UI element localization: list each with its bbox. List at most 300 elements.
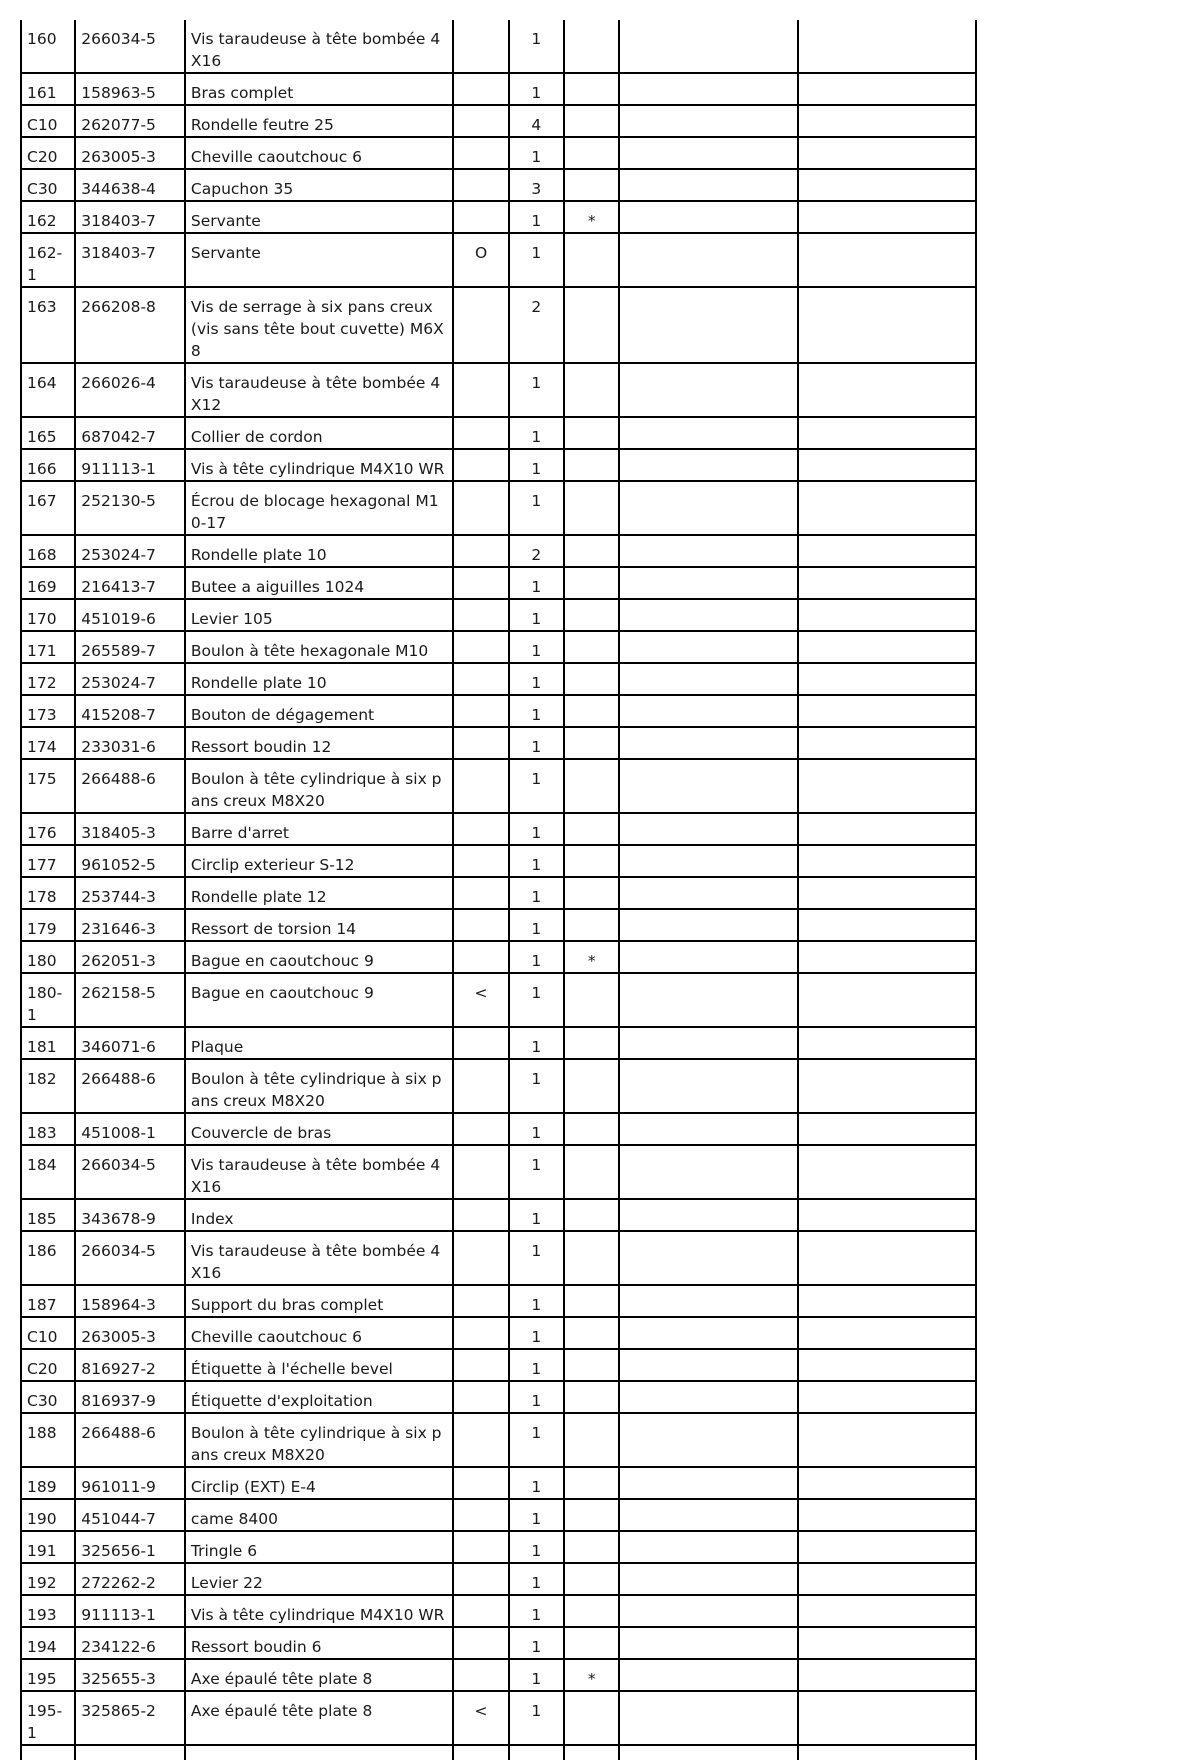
table-row <box>21 1317 976 1349</box>
table-row <box>21 759 976 813</box>
description-cell: Boulon à tête cylindrique à six pans creux M8X20 <box>185 1059 453 1113</box>
quantity-cell: 1 <box>509 1231 564 1285</box>
item-number-cell: 184 <box>21 1145 75 1199</box>
part-number-cell: 266208-8 <box>75 287 185 363</box>
mark-cell <box>453 1413 508 1467</box>
empty-cell <box>798 1381 976 1413</box>
empty-cell <box>619 599 797 631</box>
empty-cell <box>798 1349 976 1381</box>
mark-cell <box>453 1531 508 1563</box>
part-number-cell: 266488-6 <box>75 1413 185 1467</box>
empty-cell <box>619 1349 797 1381</box>
mark-cell <box>453 105 508 137</box>
quantity-cell: 1 <box>509 909 564 941</box>
item-number-cell: 190 <box>21 1499 75 1531</box>
part-number-cell: 344638-4 <box>75 169 185 201</box>
table-row <box>21 941 976 973</box>
item-number-cell: 164 <box>21 363 75 417</box>
mark-cell <box>453 1659 508 1691</box>
description-cell: Cheville caoutchouc 6 <box>185 1317 453 1349</box>
empty-cell <box>75 1745 185 1760</box>
table-row <box>21 1059 976 1113</box>
empty-cell <box>185 1745 453 1760</box>
mark-cell <box>453 73 508 105</box>
table-row <box>21 449 976 481</box>
item-number-cell: 162-1 <box>21 233 75 287</box>
description-cell: Couvercle de bras <box>185 1113 453 1145</box>
item-number-cell: 189 <box>21 1467 75 1499</box>
empty-cell <box>619 535 797 567</box>
table-row <box>21 20 976 73</box>
item-number-cell: 195-1 <box>21 1691 75 1745</box>
empty-cell <box>619 481 797 535</box>
item-number-cell: 166 <box>21 449 75 481</box>
part-number-cell: 911113-1 <box>75 1595 185 1627</box>
empty-cell <box>798 973 976 1027</box>
description-cell: Vis taraudeuse à tête bombée 4X16 <box>185 20 453 73</box>
empty-cell <box>619 759 797 813</box>
parts-table-body <box>21 20 976 1760</box>
description-cell: Plaque <box>185 1027 453 1059</box>
empty-cell <box>798 201 976 233</box>
item-number-cell: 195 <box>21 1659 75 1691</box>
quantity-cell: 1 <box>509 1113 564 1145</box>
quantity-cell: 1 <box>509 663 564 695</box>
note-cell <box>564 287 619 363</box>
description-cell: Levier 105 <box>185 599 453 631</box>
part-number-cell: 318403-7 <box>75 201 185 233</box>
item-number-cell: 172 <box>21 663 75 695</box>
table-row <box>21 287 976 363</box>
empty-cell <box>21 1745 75 1760</box>
empty-cell <box>619 417 797 449</box>
description-cell: Ressort de torsion 14 <box>185 909 453 941</box>
mark-cell <box>453 481 508 535</box>
table-row <box>21 695 976 727</box>
part-number-cell: 961052-5 <box>75 845 185 877</box>
note-cell <box>564 535 619 567</box>
empty-cell <box>619 105 797 137</box>
description-cell: Boulon à tête hexagonale M10 <box>185 631 453 663</box>
empty-cell <box>619 1745 797 1760</box>
quantity-cell: 1 <box>509 813 564 845</box>
mark-cell: < <box>453 973 508 1027</box>
description-cell: Levier 22 <box>185 1563 453 1595</box>
empty-cell <box>798 1027 976 1059</box>
part-number-cell: 263005-3 <box>75 1317 185 1349</box>
empty-cell <box>798 567 976 599</box>
empty-cell <box>619 941 797 973</box>
table-row <box>21 1113 976 1145</box>
note-cell <box>564 973 619 1027</box>
empty-cell <box>798 481 976 535</box>
quantity-cell: 1 <box>509 233 564 287</box>
note-cell <box>564 727 619 759</box>
quantity-cell: 1 <box>509 941 564 973</box>
table-row <box>21 201 976 233</box>
note-cell <box>564 105 619 137</box>
empty-cell <box>798 1563 976 1595</box>
mark-cell <box>453 1027 508 1059</box>
table-row <box>21 1659 976 1691</box>
quantity-cell: 1 <box>509 1659 564 1691</box>
note-cell <box>564 1199 619 1231</box>
description-cell: Boulon à tête cylindrique à six pans creux M8X20 <box>185 1413 453 1467</box>
empty-cell <box>798 449 976 481</box>
description-cell: Vis de serrage à six pans creux (vis sans tête bout cuvette) M6X8 <box>185 287 453 363</box>
note-cell <box>564 20 619 73</box>
item-number-cell: 191 <box>21 1531 75 1563</box>
table-row <box>21 417 976 449</box>
quantity-cell: 1 <box>509 1691 564 1745</box>
table-row <box>21 1285 976 1317</box>
empty-cell <box>619 1659 797 1691</box>
item-number-cell: 167 <box>21 481 75 535</box>
empty-cell <box>619 1413 797 1467</box>
note-cell <box>564 1145 619 1199</box>
empty-cell <box>798 105 976 137</box>
note-cell <box>564 1113 619 1145</box>
empty-cell <box>798 169 976 201</box>
part-number-cell: 266034-5 <box>75 1145 185 1199</box>
empty-cell <box>619 695 797 727</box>
empty-cell <box>798 73 976 105</box>
item-number-cell: 163 <box>21 287 75 363</box>
quantity-cell: 1 <box>509 201 564 233</box>
empty-cell <box>564 1745 619 1760</box>
mark-cell <box>453 287 508 363</box>
table-row <box>21 481 976 535</box>
note-cell <box>564 137 619 169</box>
empty-cell <box>798 877 976 909</box>
table-row-continuation <box>21 1745 976 1760</box>
note-cell <box>564 1413 619 1467</box>
item-number-cell: 187 <box>21 1285 75 1317</box>
mark-cell <box>453 631 508 663</box>
table-row <box>21 1627 976 1659</box>
description-cell: Vis à tête cylindrique M4X10 WR <box>185 449 453 481</box>
empty-cell <box>798 1285 976 1317</box>
item-number-cell: 162 <box>21 201 75 233</box>
item-number-cell: C10 <box>21 105 75 137</box>
quantity-cell: 1 <box>509 631 564 663</box>
quantity-cell: 1 <box>509 1467 564 1499</box>
empty-cell <box>619 631 797 663</box>
item-number-cell: C30 <box>21 1381 75 1413</box>
note-cell <box>564 1691 619 1745</box>
quantity-cell: 1 <box>509 1381 564 1413</box>
empty-cell <box>798 695 976 727</box>
empty-cell <box>798 663 976 695</box>
quantity-cell: 1 <box>509 1349 564 1381</box>
empty-cell <box>619 1595 797 1627</box>
empty-cell <box>798 1627 976 1659</box>
item-number-cell: 181 <box>21 1027 75 1059</box>
item-number-cell: 170 <box>21 599 75 631</box>
mark-cell <box>453 727 508 759</box>
empty-cell <box>619 1145 797 1199</box>
item-number-cell: 165 <box>21 417 75 449</box>
table-row <box>21 233 976 287</box>
empty-cell <box>619 1381 797 1413</box>
empty-cell <box>798 845 976 877</box>
mark-cell <box>453 695 508 727</box>
description-cell: Bague en caoutchouc 9 <box>185 973 453 1027</box>
description-cell: Vis taraudeuse à tête bombée 4X16 <box>185 1231 453 1285</box>
empty-cell <box>798 599 976 631</box>
mark-cell <box>453 137 508 169</box>
mark-cell <box>453 909 508 941</box>
empty-cell <box>619 287 797 363</box>
quantity-cell: 1 <box>509 1627 564 1659</box>
mark-cell <box>453 449 508 481</box>
empty-cell <box>798 1499 976 1531</box>
item-number-cell: 160 <box>21 20 75 73</box>
empty-cell <box>509 1745 564 1760</box>
mark-cell <box>453 599 508 631</box>
quantity-cell: 1 <box>509 363 564 417</box>
description-cell: Circlip exterieur S-12 <box>185 845 453 877</box>
empty-cell <box>619 1059 797 1113</box>
quantity-cell: 1 <box>509 137 564 169</box>
empty-cell <box>798 1231 976 1285</box>
table-row <box>21 363 976 417</box>
quantity-cell: 1 <box>509 20 564 73</box>
table-row <box>21 1499 976 1531</box>
part-number-cell: 262051-3 <box>75 941 185 973</box>
table-row <box>21 137 976 169</box>
part-number-cell: 252130-5 <box>75 481 185 535</box>
empty-cell <box>619 973 797 1027</box>
empty-cell <box>798 1059 976 1113</box>
quantity-cell: 1 <box>509 727 564 759</box>
empty-cell <box>798 727 976 759</box>
item-number-cell: 168 <box>21 535 75 567</box>
note-cell <box>564 73 619 105</box>
empty-cell <box>798 941 976 973</box>
empty-cell <box>798 1317 976 1349</box>
description-cell: Butee a aiguilles 1024 <box>185 567 453 599</box>
description-cell: Vis à tête cylindrique M4X10 WR <box>185 1595 453 1627</box>
mark-cell <box>453 363 508 417</box>
note-cell <box>564 417 619 449</box>
part-number-cell: 343678-9 <box>75 1199 185 1231</box>
item-number-cell: 169 <box>21 567 75 599</box>
empty-cell <box>798 1745 976 1760</box>
note-cell <box>564 877 619 909</box>
part-number-cell: 266034-5 <box>75 1231 185 1285</box>
empty-cell <box>798 287 976 363</box>
part-number-cell: 911113-1 <box>75 449 185 481</box>
item-number-cell: 176 <box>21 813 75 845</box>
item-number-cell: 180-1 <box>21 973 75 1027</box>
quantity-cell: 1 <box>509 1499 564 1531</box>
table-row <box>21 877 976 909</box>
mark-cell <box>453 1231 508 1285</box>
empty-cell <box>619 845 797 877</box>
part-number-cell: 216413-7 <box>75 567 185 599</box>
table-row <box>21 1563 976 1595</box>
empty-cell <box>619 20 797 73</box>
description-cell: Cheville caoutchouc 6 <box>185 137 453 169</box>
item-number-cell: 193 <box>21 1595 75 1627</box>
item-number-cell: 185 <box>21 1199 75 1231</box>
note-cell: * <box>564 941 619 973</box>
mark-cell <box>453 1627 508 1659</box>
empty-cell <box>798 909 976 941</box>
mark-cell <box>453 1563 508 1595</box>
description-cell: Index <box>185 1199 453 1231</box>
item-number-cell: 161 <box>21 73 75 105</box>
quantity-cell: 1 <box>509 417 564 449</box>
quantity-cell: 1 <box>509 1285 564 1317</box>
empty-cell <box>619 201 797 233</box>
empty-cell <box>619 1027 797 1059</box>
empty-cell <box>619 169 797 201</box>
quantity-cell: 1 <box>509 695 564 727</box>
empty-cell <box>798 20 976 73</box>
note-cell <box>564 481 619 535</box>
description-cell: Vis taraudeuse à tête bombée 4X12 <box>185 363 453 417</box>
table-row <box>21 973 976 1027</box>
quantity-cell: 1 <box>509 1145 564 1199</box>
empty-cell <box>619 1467 797 1499</box>
note-cell <box>564 1059 619 1113</box>
note-cell: * <box>564 201 619 233</box>
mark-cell <box>453 417 508 449</box>
empty-cell <box>798 1467 976 1499</box>
empty-cell <box>798 137 976 169</box>
mark-cell <box>453 20 508 73</box>
empty-cell <box>798 1531 976 1563</box>
note-cell <box>564 599 619 631</box>
mark-cell <box>453 567 508 599</box>
table-row <box>21 1531 976 1563</box>
quantity-cell: 1 <box>509 759 564 813</box>
table-row <box>21 105 976 137</box>
quantity-cell: 4 <box>509 105 564 137</box>
description-cell: Boulon à tête cylindrique à six pans creux M8X20 <box>185 759 453 813</box>
note-cell <box>564 909 619 941</box>
note-cell <box>564 1317 619 1349</box>
quantity-cell: 1 <box>509 481 564 535</box>
empty-cell <box>619 909 797 941</box>
mark-cell <box>453 1113 508 1145</box>
item-number-cell: C20 <box>21 1349 75 1381</box>
note-cell <box>564 1381 619 1413</box>
part-number-cell: 816937-9 <box>75 1381 185 1413</box>
parts-table <box>20 20 977 1760</box>
item-number-cell: 175 <box>21 759 75 813</box>
item-number-cell: 188 <box>21 1413 75 1467</box>
part-number-cell: 253744-3 <box>75 877 185 909</box>
empty-cell <box>798 631 976 663</box>
table-row <box>21 727 976 759</box>
quantity-cell: 1 <box>509 973 564 1027</box>
description-cell: Tringle 6 <box>185 1531 453 1563</box>
empty-cell <box>619 567 797 599</box>
description-cell: Vis taraudeuse à tête bombée 4X16 <box>185 1145 453 1199</box>
empty-cell <box>798 1199 976 1231</box>
part-number-cell: 451044-7 <box>75 1499 185 1531</box>
item-number-cell: 178 <box>21 877 75 909</box>
description-cell: Barre d'arret <box>185 813 453 845</box>
empty-cell <box>619 877 797 909</box>
table-row <box>21 663 976 695</box>
mark-cell <box>453 1595 508 1627</box>
item-number-cell: 174 <box>21 727 75 759</box>
part-number-cell: 325656-1 <box>75 1531 185 1563</box>
mark-cell <box>453 663 508 695</box>
quantity-cell: 1 <box>509 73 564 105</box>
description-cell: Ressort boudin 6 <box>185 1627 453 1659</box>
empty-cell <box>798 535 976 567</box>
mark-cell <box>453 813 508 845</box>
item-number-cell: 183 <box>21 1113 75 1145</box>
part-number-cell: 233031-6 <box>75 727 185 759</box>
mark-cell <box>453 759 508 813</box>
part-number-cell: 451008-1 <box>75 1113 185 1145</box>
table-row <box>21 1145 976 1199</box>
description-cell: Axe épaulé tête plate 8 <box>185 1691 453 1745</box>
mark-cell <box>453 1145 508 1199</box>
quantity-cell: 1 <box>509 1317 564 1349</box>
empty-cell <box>619 663 797 695</box>
part-number-cell: 346071-6 <box>75 1027 185 1059</box>
part-number-cell: 816927-2 <box>75 1349 185 1381</box>
quantity-cell: 1 <box>509 449 564 481</box>
mark-cell <box>453 1317 508 1349</box>
part-number-cell: 318405-3 <box>75 813 185 845</box>
item-number-cell: 186 <box>21 1231 75 1285</box>
quantity-cell: 1 <box>509 1563 564 1595</box>
item-number-cell: C20 <box>21 137 75 169</box>
part-number-cell: 415208-7 <box>75 695 185 727</box>
part-number-cell: 318403-7 <box>75 233 185 287</box>
note-cell: * <box>564 1659 619 1691</box>
table-row <box>21 567 976 599</box>
empty-cell <box>798 1595 976 1627</box>
note-cell <box>564 233 619 287</box>
note-cell <box>564 169 619 201</box>
note-cell <box>564 1231 619 1285</box>
part-number-cell: 325865-2 <box>75 1691 185 1745</box>
item-number-cell: 180 <box>21 941 75 973</box>
table-row <box>21 1413 976 1467</box>
note-cell <box>564 1467 619 1499</box>
mark-cell <box>453 201 508 233</box>
part-number-cell: 158963-5 <box>75 73 185 105</box>
note-cell <box>564 1531 619 1563</box>
empty-cell <box>619 1563 797 1595</box>
empty-cell <box>619 727 797 759</box>
part-number-cell: 253024-7 <box>75 535 185 567</box>
table-row <box>21 1381 976 1413</box>
description-cell: Écrou de blocage hexagonal M10-17 <box>185 481 453 535</box>
note-cell <box>564 1627 619 1659</box>
description-cell: Rondelle plate 10 <box>185 535 453 567</box>
item-number-cell: 179 <box>21 909 75 941</box>
part-number-cell: 262077-5 <box>75 105 185 137</box>
empty-cell <box>619 363 797 417</box>
part-number-cell: 266026-4 <box>75 363 185 417</box>
part-number-cell: 266488-6 <box>75 759 185 813</box>
table-row <box>21 1691 976 1745</box>
note-cell <box>564 695 619 727</box>
part-number-cell: 266488-6 <box>75 1059 185 1113</box>
part-number-cell: 265589-7 <box>75 631 185 663</box>
description-cell: Bague en caoutchouc 9 <box>185 941 453 973</box>
